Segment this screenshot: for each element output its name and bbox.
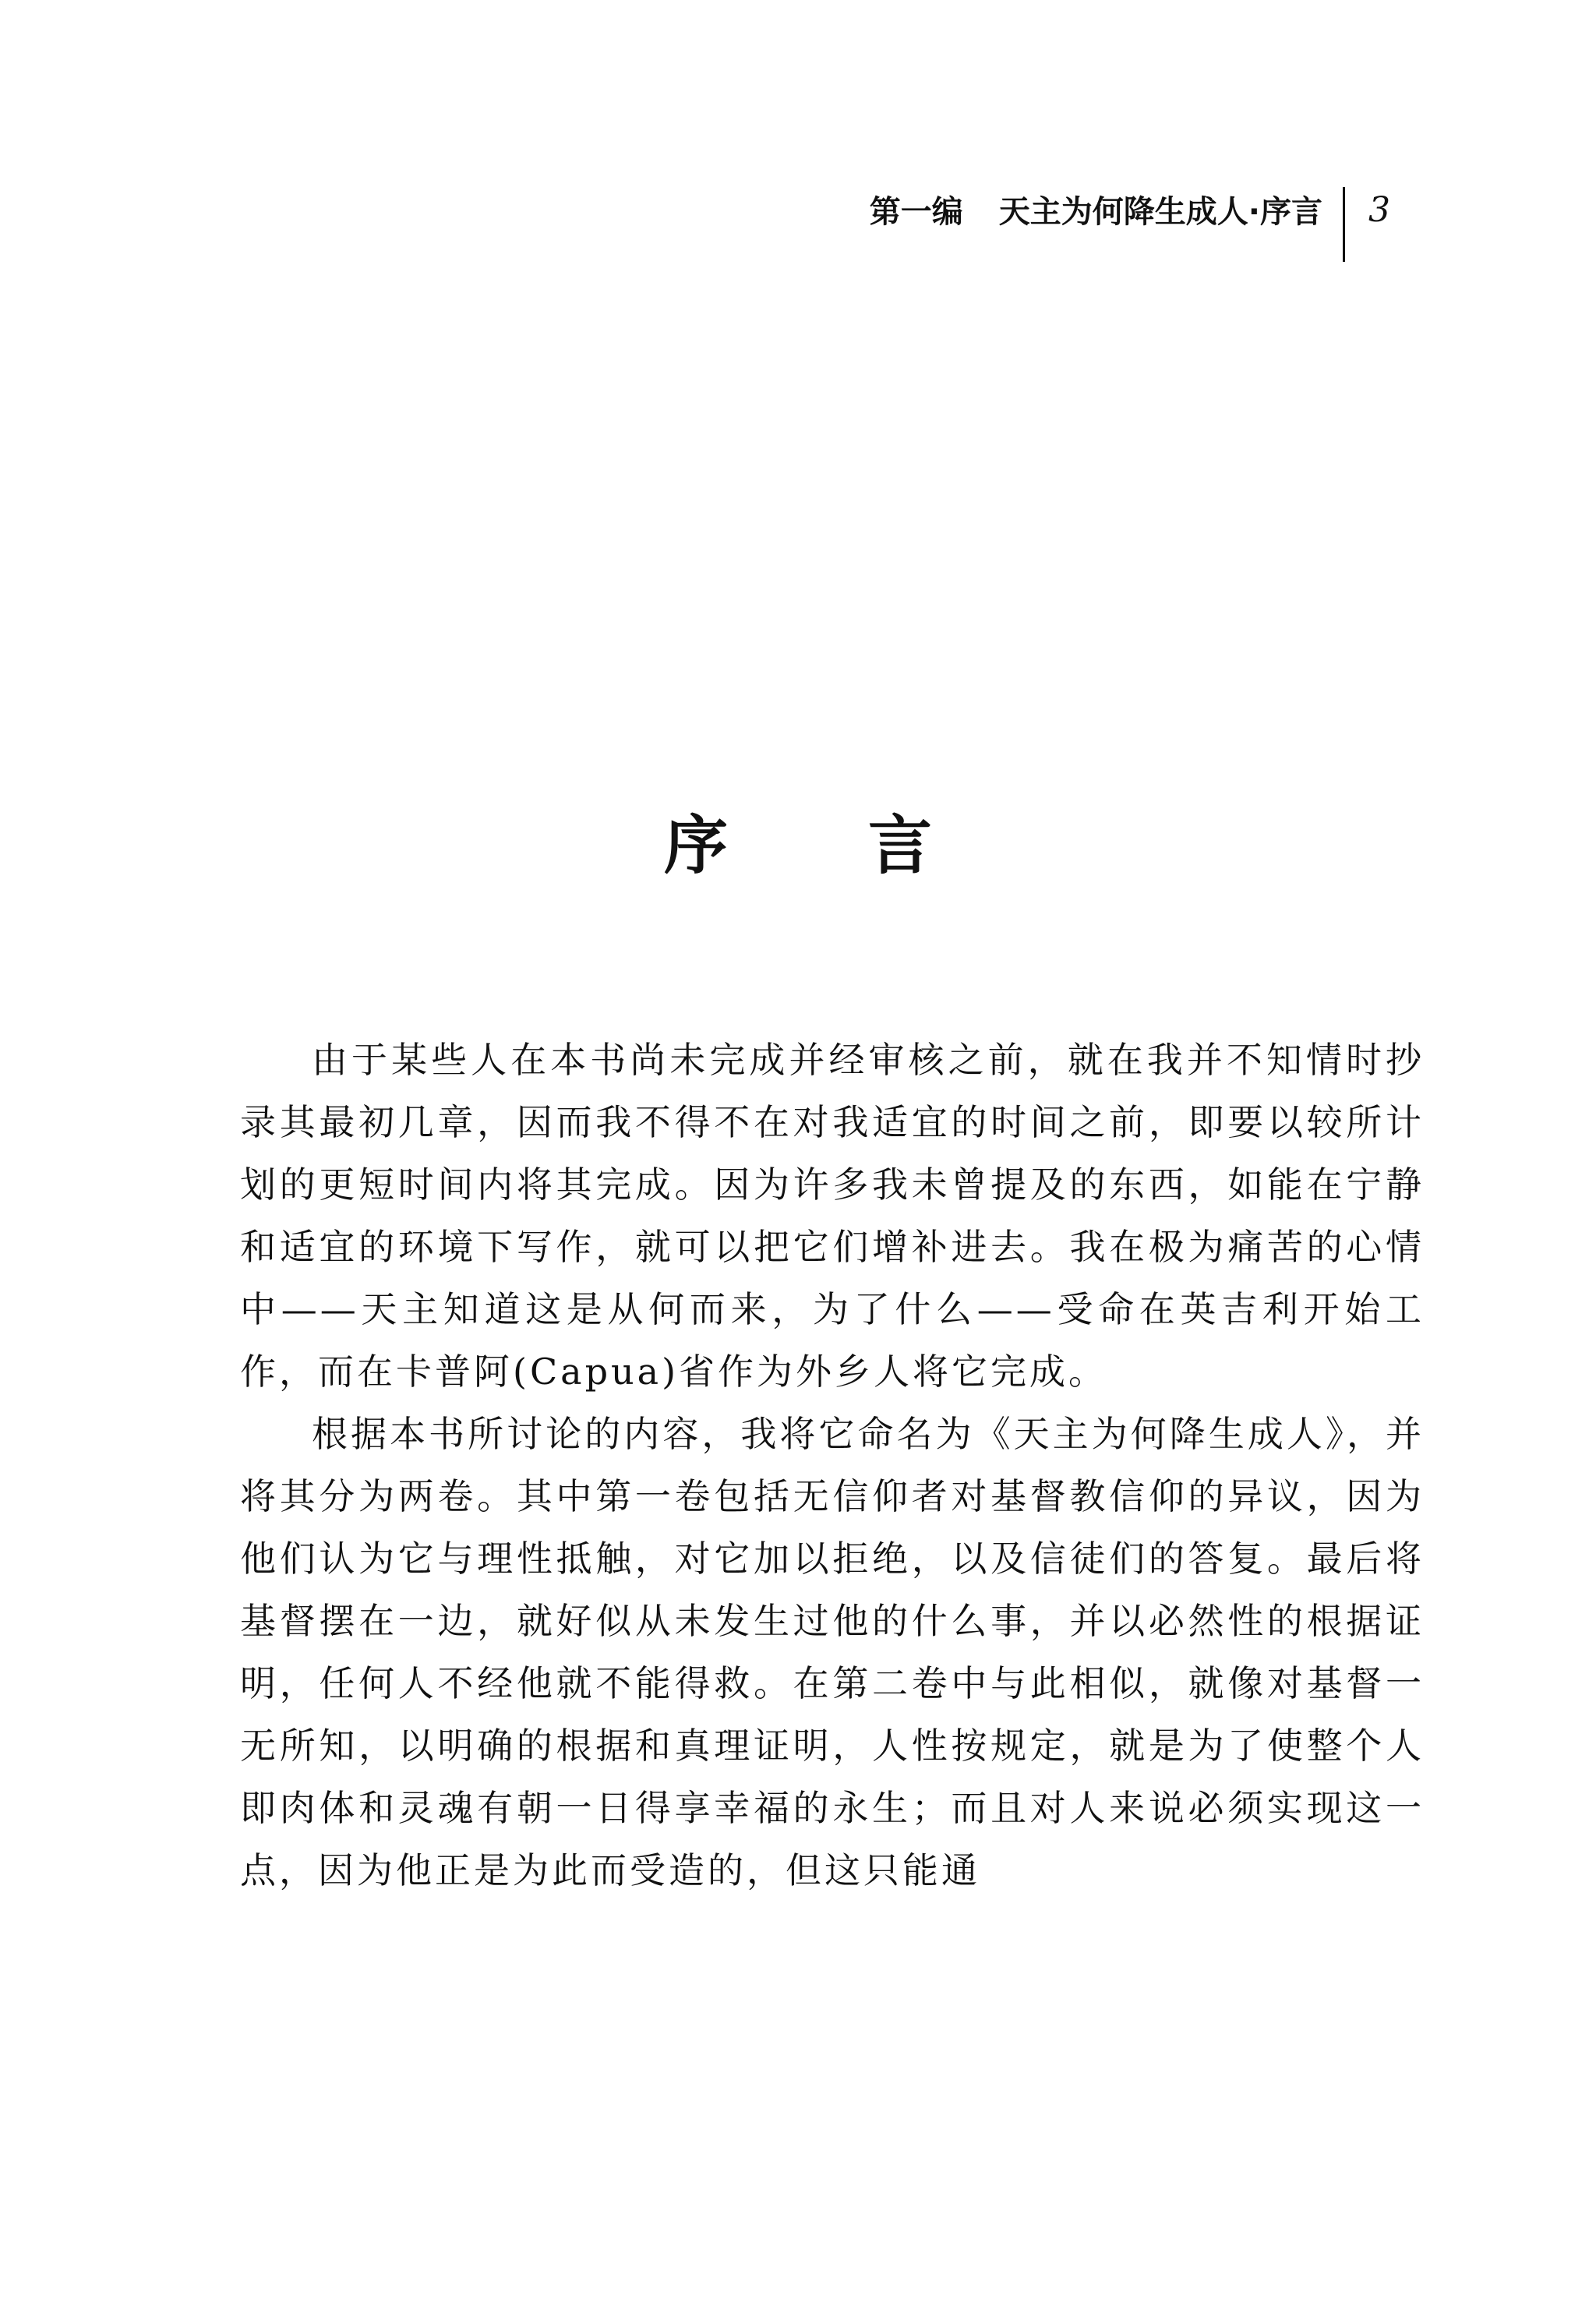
running-title: 天主为何降生成人·序言 <box>998 194 1322 230</box>
running-head-text <box>870 187 1322 228</box>
paragraph: 根据本书所讨论的内容，我将它命名为《天主为何降生成人》，并将其分为两卷。其中第一卷包括无信仰者对基督教信仰的异议，因为他们认为它与理性抵触，对它加以拒绝，以及信徒们的答复。最后将基督摆在一边，就好似从未发生过他的什么事，并以必然性的根据证明，任何人不经他就不能得救。在第二卷中与此相似，就像对基督一无所知，以明确的根据和真理证明，人性按规定，就是为了使整个人即肉体和灵魂有朝一日得享幸福的永生；而且对人来说必须实现这一点，因为他正是为此而受造的，但这只能通 <box>240 1413 1425 1891</box>
header-divider <box>1343 187 1345 262</box>
body-text <box>240 1029 1425 1902</box>
part-label: 第一编 <box>869 194 963 230</box>
chapter-title: 序言 <box>664 808 1072 883</box>
page-number: 3 <box>1368 190 1390 230</box>
running-head <box>870 187 1390 262</box>
paragraph: 由于某些人在本书尚未完成并经审核之前，就在我并不知情时抄录其最初几章，因而我不得不在对我适宜的时间之前，即要以较所计划的更短时间内将其完成。因为许多我未曾提及的东西，如能在宁静和适宜的环境下写作，就可以把它们增补进去。我在极为痛苦的心情中——天主知道这是从何而来，为了什么——受命在英吉利开始工作，而在卡普阿(Capua)省作为外乡人将它完成。 <box>240 1039 1425 1393</box>
